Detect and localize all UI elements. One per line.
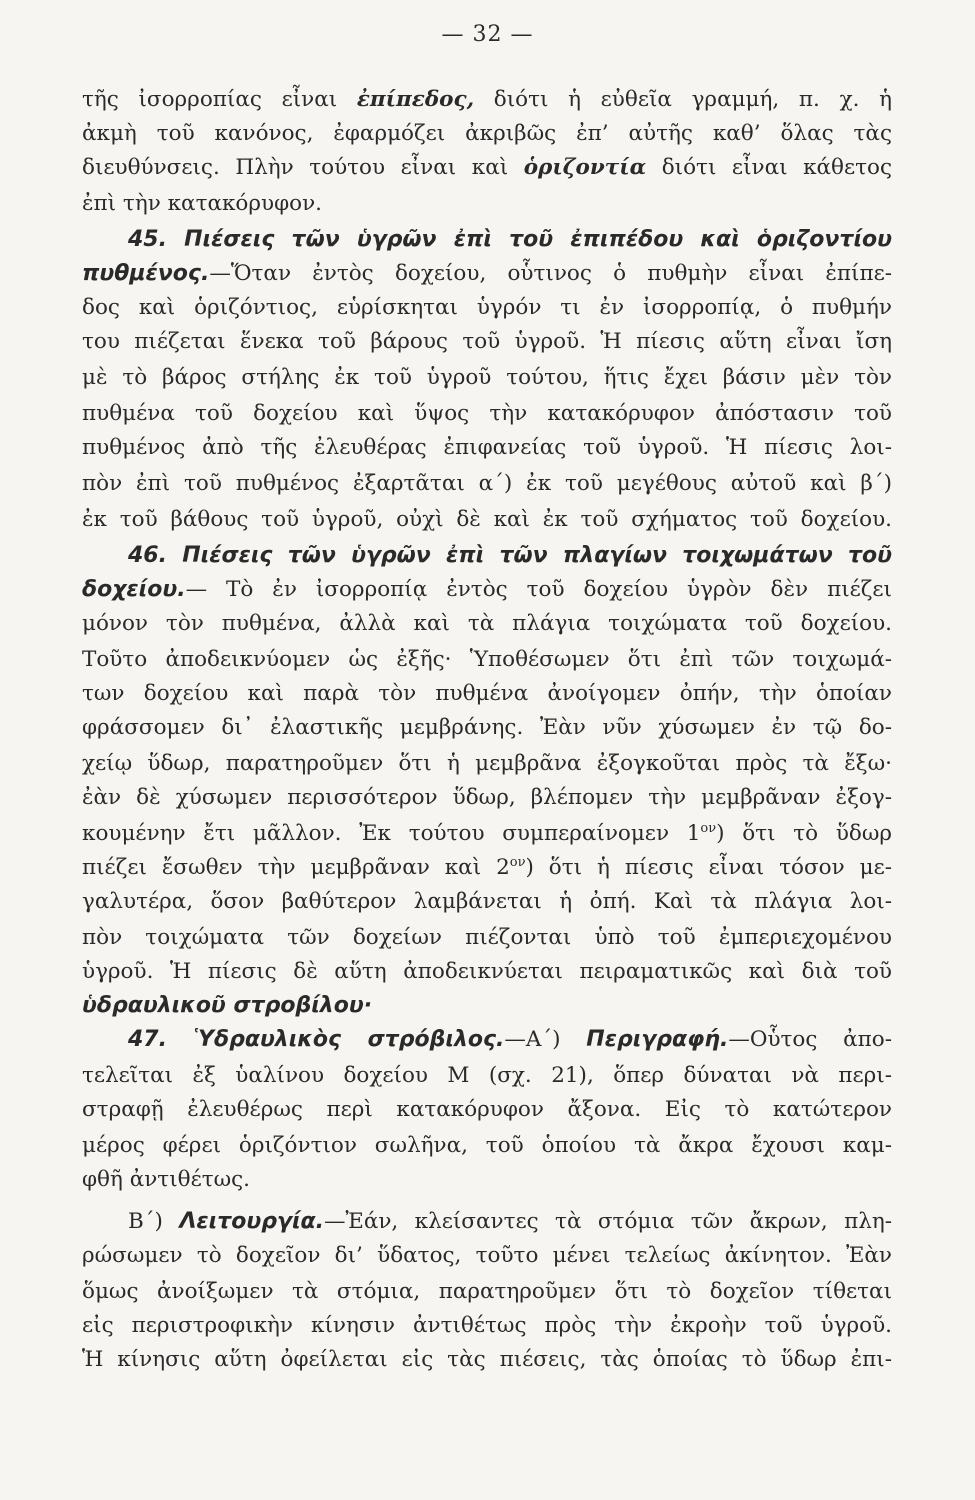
text-segment: μόνον τὸν πυθμένα, ἀλλὰ καὶ τὰ πλάγια τοιχώματα τοῦ δοχείου. [82, 611, 892, 636]
text-segment: ἐπὶ τὴν κατακόρυφον. [82, 191, 322, 216]
text-segment: Ἡ κίνησις αὕτη ὀφείλεται εἰς τὰς πιέσεις, τὰς ὁποίας τὸ ὕδωρ ἐπι- [82, 1347, 892, 1372]
text-line [82, 1164, 892, 1196]
text-line [82, 1240, 892, 1272]
text-segment: —Ἐάν, κλείσαντες τὰ στόμια τῶν ἄκρων, πλη- [324, 1209, 892, 1234]
text-segment: πυθμένα τοῦ δοχείου καὶ ὕψος τὴν κατακόρυφον ἀπόστασιν τοῦ [82, 401, 892, 426]
text-segment: γαλυτέρα, ὅσον βαθύτερον λαμβάνεται ἡ ὀπή. Καὶ τὰ πλάγια λοι- [82, 889, 892, 914]
text-line [82, 1310, 892, 1342]
text-line [82, 818, 892, 850]
text-segment: πιέζει ἔσωθεν τὴν μεμβρᾶναν καὶ 2 [82, 855, 510, 880]
text-segment: μέρος φέρει ὁριζόντιον σωλῆνα, τοῦ ὁποίου τὰ ἄκρα ἔχουσι καμ- [82, 1133, 892, 1158]
text-line [82, 782, 892, 814]
text-segment: ρώσωμεν τὸ δοχεῖον δι’ ὕδατος, τοῦτο μένει τελείως ἀκίνητον. Ἐὰν [82, 1243, 892, 1268]
section-heading: δοχείου. [82, 577, 186, 602]
section-heading: 46. Πιέσεις τῶν ὑγρῶν ἐπὶ τῶν πλαγίων τοιχωμάτων τοῦ [128, 543, 892, 568]
text-line [82, 748, 892, 780]
text-segment: εἰς περιστροφικὴν κίνησιν ἀντιθέτως πρὸς τὴν ἐκροὴν τοῦ ὑγροῦ. [82, 1313, 892, 1338]
section-heading: 45. Πιέσεις τῶν ὑγρῶν ἐπὶ τοῦ ἐπιπέδου καὶ ὁριζοντίου [128, 227, 892, 252]
text-line [82, 118, 892, 150]
section-heading: ὑδραυλικοῦ στροβίλου· [82, 993, 373, 1018]
text-segment: ὅμως ἀνοίξωμεν τὰ στόμια, παρατηροῦμεν ὅτι τὸ δοχεῖον τίθεται [82, 1279, 892, 1304]
text-line [82, 886, 892, 918]
text-line [82, 644, 892, 676]
text-line [82, 326, 892, 358]
text-line [82, 1094, 892, 1126]
text-segment: τελεῖται ἐξ ὑαλίνου δοχείου Μ (σχ. 21), ὅπερ δύναται νὰ περι- [82, 1063, 892, 1088]
text-segment: ἀκμὴ τοῦ κανόνος, ἐφαρμόζει ἀκριβῶς ἐπ’ αὐτῆς καθ’ ὅλας τὰς [82, 121, 892, 146]
text-segment: — Τὸ ἐν ἰσορροπίᾳ ἐντὸς τοῦ δοχείου ὑγρὸν δὲν πιέζει [185, 577, 892, 602]
superscript: ον [700, 820, 717, 836]
text-segment: ἐὰν δὲ χύσωμεν περισσότερον ὕδωρ, βλέπομεν τὴν μεμβρᾶναν ἐξογ- [82, 785, 892, 810]
text-segment: —Ὅταν ἐντὸς δοχείου, οὗτινος ὁ πυθμὴν εἶναι ἐπίπε- [209, 261, 892, 286]
text-segment: φθῆ ἀντιθέτως. [82, 1167, 251, 1192]
text-line [82, 84, 892, 116]
text-segment: διευθύνσεις. Πλὴν τούτου εἶναι καὶ [82, 155, 524, 180]
text-segment: πὸν ἐπὶ τοῦ πυθμένος ἐξαρτᾶται α΄) ἐκ τοῦ μεγέθους αὐτοῦ καὶ β΄) [82, 471, 892, 496]
text-line [82, 152, 892, 184]
text-line [82, 712, 892, 744]
text-line [82, 678, 892, 710]
text-line [82, 1060, 892, 1092]
text-segment: —Οὗτος ἀπο- [728, 1027, 892, 1052]
text-line [82, 990, 892, 1022]
text-segment: Τοῦτο ἀποδεικνύομεν ὡς ἐξῆς· Ὑποθέσωμεν ὅτι ἐπὶ τῶν τοιχωμά- [82, 647, 892, 672]
text-line [82, 956, 892, 988]
text-line [128, 1024, 892, 1056]
text-segment: ) ὅτι τὸ ὕδωρ [716, 821, 893, 846]
text-segment: του πιέζεται ἕνεκα τοῦ βάρους τοῦ ὑγροῦ. Ἡ πίεσις αὕτη εἶναι ἴση [82, 329, 892, 354]
text-segment: διότι εἶναι κάθετος [646, 155, 893, 180]
text-line [82, 608, 892, 640]
text-line [82, 398, 892, 430]
section-heading: πυθμένος. [82, 261, 210, 286]
text-segment: ἐκ τοῦ βάθους τοῦ ὑγροῦ, οὐχὶ δὲ καὶ ἐκ τοῦ σχήματος τοῦ δοχείου. [82, 507, 892, 532]
text-line [82, 432, 892, 464]
text-segment: —Α΄) [504, 1027, 587, 1052]
emphasis: ἐπίπεδος, [356, 87, 475, 112]
text-segment: ) ὅτι ἡ πίεσις εἶναι τόσον με- [525, 855, 892, 880]
text-segment: ὑγροῦ. Ἡ πίεσις δὲ αὕτη ἀποδεικνύεται πειραματικῶς καὶ διὰ τοῦ [82, 959, 892, 984]
text-segment: τῆς ἰσορροπίας εἶναι [82, 87, 357, 112]
text-line [82, 504, 892, 536]
text-segment: πυθμένος ἀπὸ τῆς ἐλευθέρας ἐπιφανείας τοῦ ὑγροῦ. Ἡ πίεσις λοι- [82, 435, 892, 460]
text-line [82, 292, 892, 324]
text-line [128, 540, 892, 572]
text-segment: των δοχείου καὶ παρὰ τὸν πυθμένα ἀνοίγομεν ὀπήν, τὴν ὁποίαν [82, 681, 892, 706]
text-line [128, 1206, 892, 1238]
text-segment: χείῳ ὕδωρ, παρατηροῦμεν ὅτι ἡ μεμβρᾶνα ἐξογκοῦται πρὸς τὰ ἔξω· [82, 751, 892, 776]
text-segment: μὲ τὸ βάρος στήλης ἐκ τοῦ ὑγροῦ τούτου, ἥτις ἔχει βάσιν μὲν τὸν [82, 365, 892, 390]
section-heading: Λειτουργία. [179, 1209, 324, 1234]
text-line [82, 188, 892, 220]
text-line [82, 1344, 892, 1376]
text-segment: δος καὶ ὁριζόντιος, εὑρίσκηται ὑγρόν τι ἐν ἰσορροπίᾳ, ὁ πυθμήν [82, 295, 892, 320]
text-line [128, 224, 892, 256]
text-line [82, 258, 892, 290]
text-line [82, 362, 892, 394]
text-segment: Β΄) [128, 1209, 180, 1234]
section-heading: Περιγραφή. [586, 1027, 729, 1052]
text-segment: πὸν τοιχώματα τῶν δοχείων πιέζονται ὑπὸ τοῦ ἐμπεριεχομένου [82, 925, 892, 950]
superscript: ον [509, 854, 526, 870]
text-segment: στραφῇ ἐλευθέρως περὶ κατακόρυφον ἄξονα. Εἰς τὸ κατώτερον [82, 1097, 892, 1122]
text-line [82, 852, 892, 884]
text-segment: φράσσομεν δι᾽ ἐλαστικῆς μεμβράνης. Ἐὰν νῦν χύσωμεν ἐν τῷ δο- [82, 715, 892, 740]
text-line [82, 1130, 892, 1162]
section-heading: 47. Ὑδραυλικὸς στρόβιλος. [128, 1027, 505, 1052]
page-number: — 32 — [441, 22, 534, 47]
text-line [82, 574, 892, 606]
text-line [82, 468, 892, 500]
emphasis: ὁριζοντία [523, 155, 647, 180]
text-line [82, 922, 892, 954]
text-segment: διότι ἡ εὐθεῖα γραμμή, π. χ. ἡ [474, 87, 892, 112]
text-segment: κουμένην ἔτι μᾶλλον. Ἐκ τούτου συμπεραίνομεν 1 [82, 821, 701, 846]
text-line [82, 1276, 892, 1308]
